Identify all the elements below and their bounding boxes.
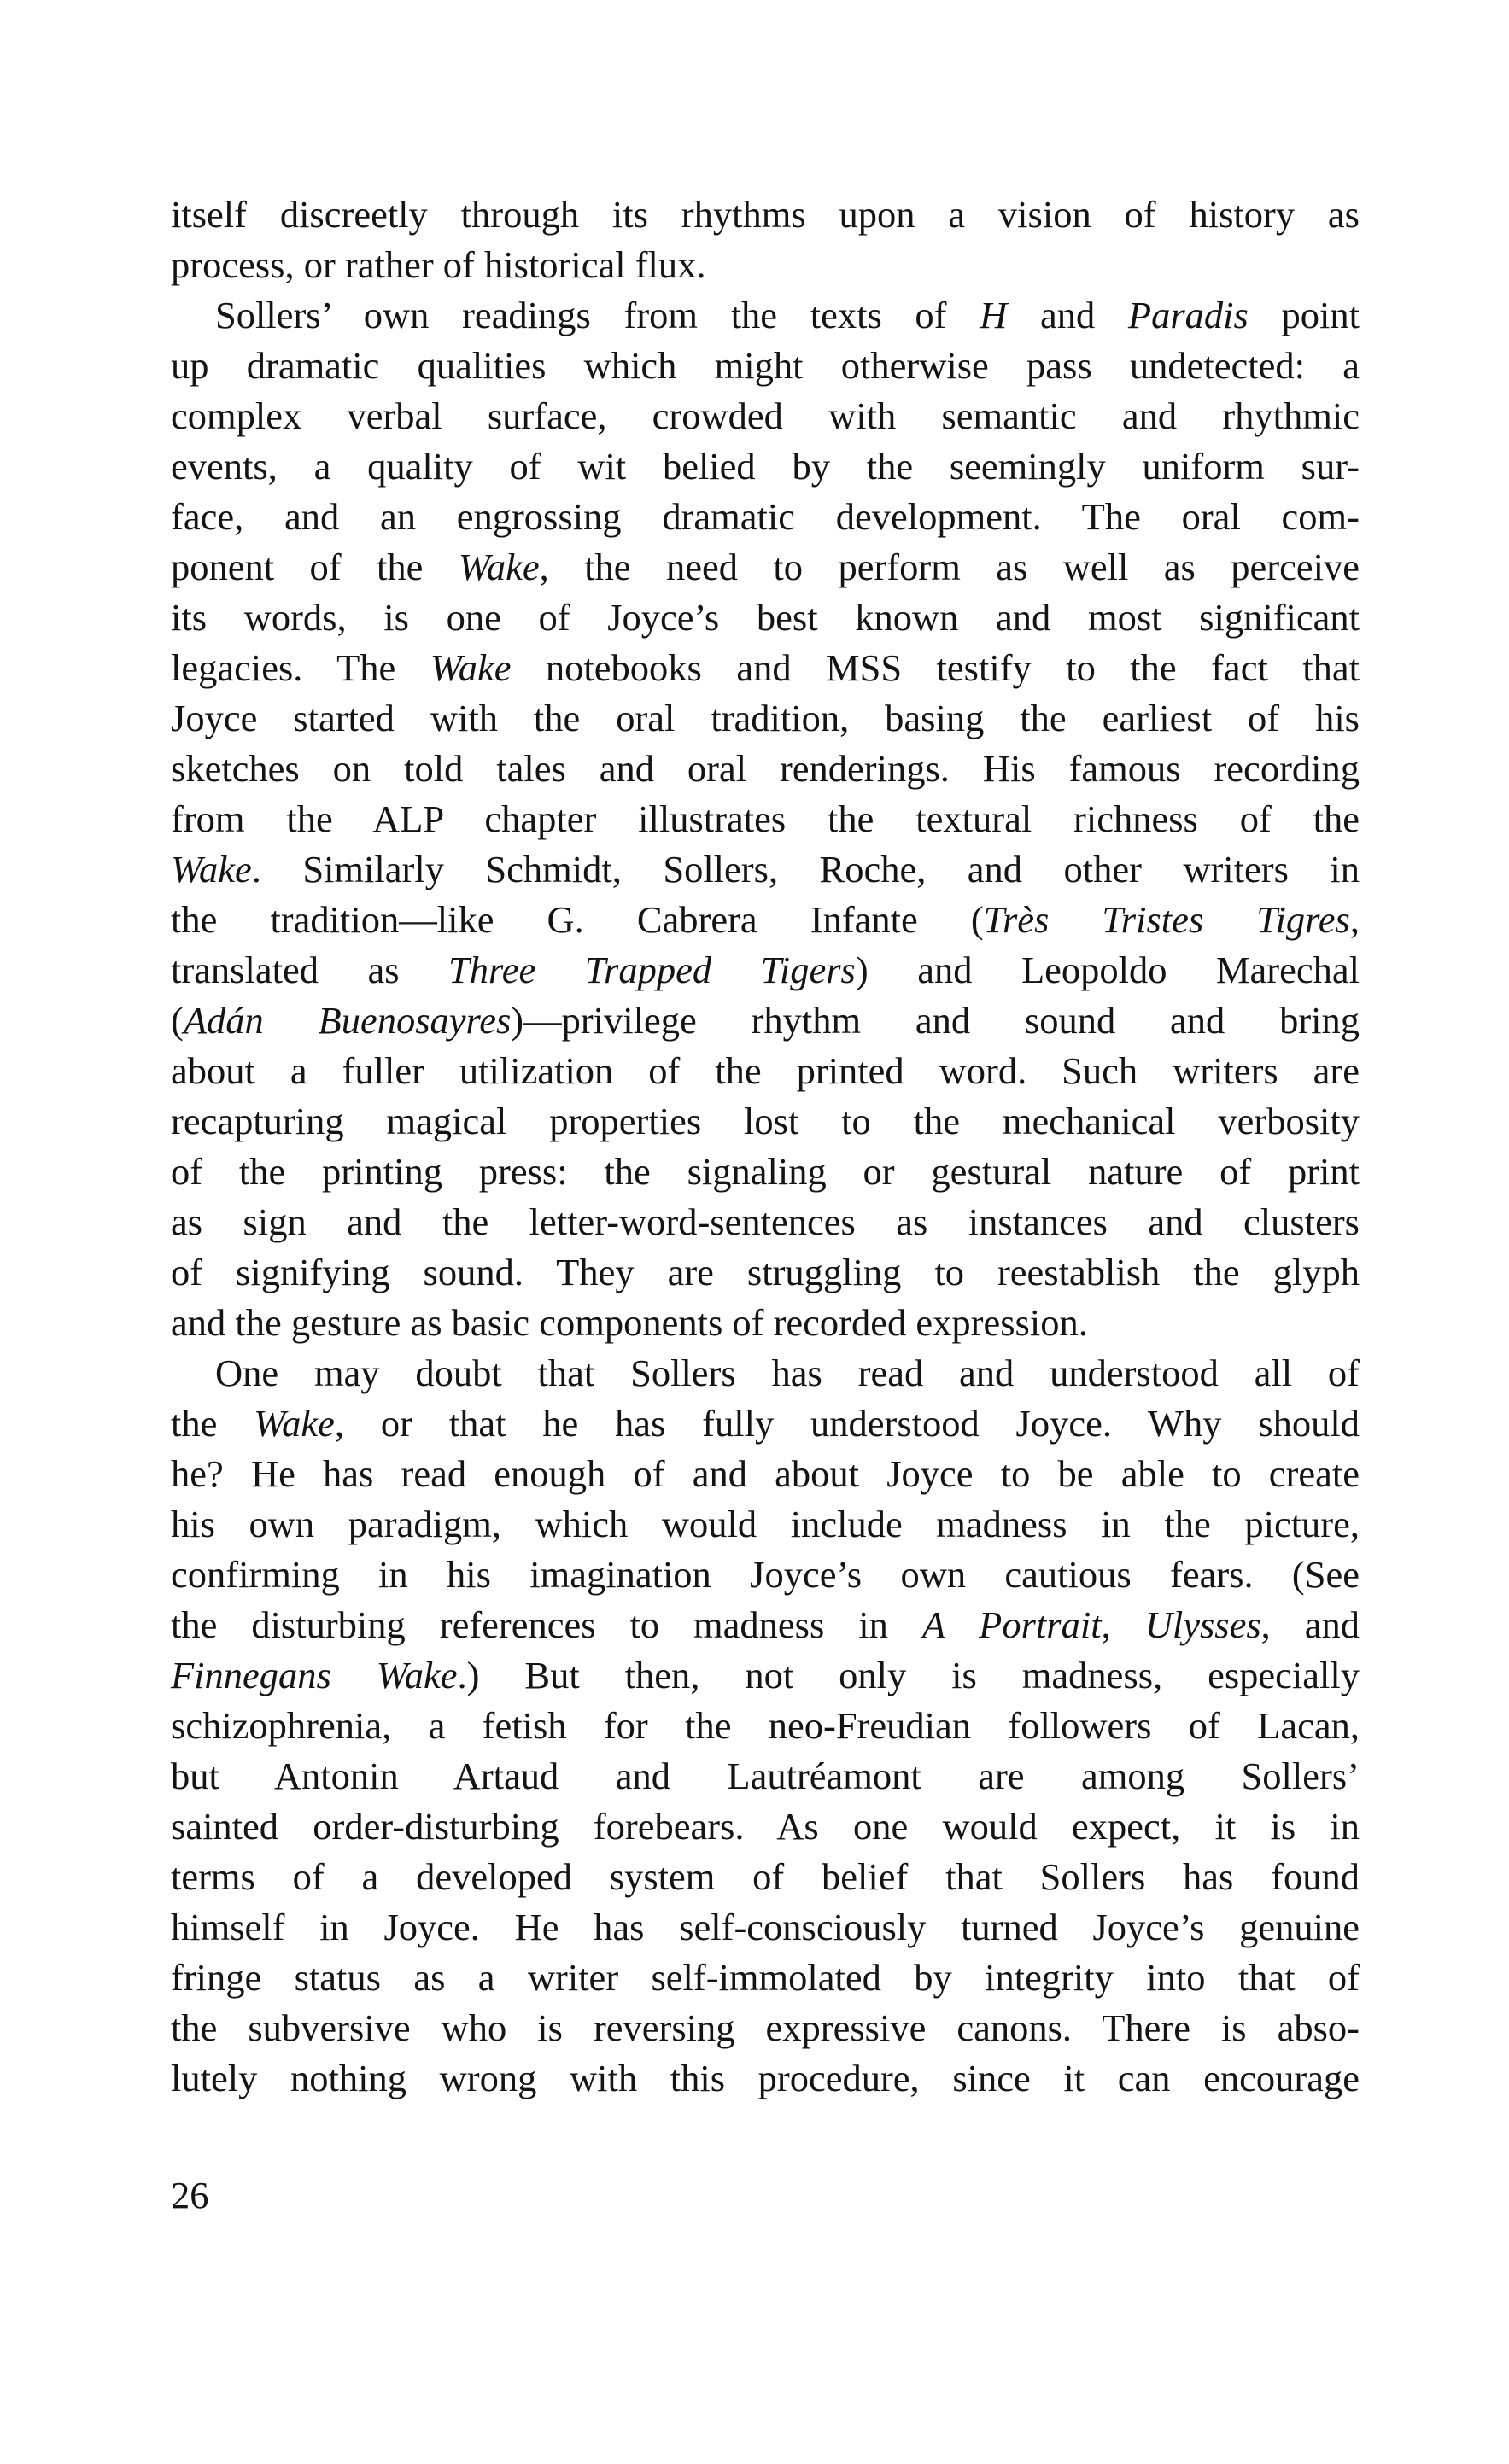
text-run: face, and an engrossing dramatic development. The oral com- — [171, 495, 1360, 538]
text-run: , and — [1260, 1603, 1360, 1646]
text-line — [171, 693, 1360, 744]
text-line — [171, 492, 1360, 542]
text-line — [171, 1348, 1360, 1398]
body-text — [171, 190, 1360, 2104]
text-run: process, or rather of historical flux. — [171, 243, 706, 286]
text-line — [171, 1147, 1360, 1197]
italic-text: Finnegans Wake — [171, 1654, 458, 1696]
text-run: complex verbal surface, crowded with semantic and rhythmic — [171, 394, 1360, 437]
text-run: and the gesture as basic components of recorded expression. — [171, 1301, 1088, 1344]
text-run: recapturing magical properties lost to the mechanical verbosity — [171, 1100, 1360, 1142]
text-run: point — [1248, 294, 1360, 336]
text-run: but Antonin Artaud and Lautréamont are among Sollers’ — [171, 1755, 1360, 1797]
text-line — [171, 1701, 1360, 1751]
text-run: Joyce started with the oral tradition, basing the earliest of his — [171, 697, 1360, 739]
text-run: events, a quality of wit belied by the seemingly uniform sur- — [171, 445, 1360, 488]
text-run: legacies. The — [171, 646, 430, 689]
text-run: up dramatic qualities which might otherwise pass undetected: a — [171, 344, 1360, 387]
italic-text: Adán Buenosayres — [183, 999, 512, 1042]
text-line — [171, 794, 1360, 844]
text-run: from the ALP chapter illustrates the textural richness of the — [171, 797, 1360, 840]
text-line — [171, 996, 1360, 1046]
text-run: of signifying sound. They are struggling to reestablish the glyph — [171, 1251, 1360, 1293]
text-line — [171, 1801, 1360, 1852]
text-run: terms of a developed system of belief that Sollers has found — [171, 1855, 1360, 1898]
italic-text: Ulysses — [1144, 1603, 1261, 1646]
text-run: himself in Joyce. He has self-consciously turned Joyce’s genuine — [171, 1906, 1360, 1948]
text-run: sainted order-disturbing forebears. As one would expect, it is in — [171, 1805, 1360, 1848]
text-run: lutely nothing wrong with this procedure, since it can encourage — [171, 2057, 1360, 2099]
text-line — [171, 1600, 1360, 1650]
text-line — [171, 341, 1360, 391]
text-run: the tradition—like G. Cabrera Infante ( — [171, 898, 984, 941]
text-run: sketches on told tales and oral renderings. His famous recording — [171, 747, 1360, 790]
text-run: its words, is one of Joyce’s best known and most significant — [171, 596, 1360, 639]
text-line — [171, 1650, 1360, 1701]
text-run: translated as — [171, 949, 449, 991]
text-line — [171, 542, 1360, 593]
text-run: the — [171, 1402, 254, 1445]
text-run: the disturbing references to madness in — [171, 1603, 922, 1646]
italic-text: Wake — [458, 546, 540, 588]
page-number: 26 — [171, 2174, 209, 2216]
text-run: confirming in his imagination Joyce’s own cautious fears. (See — [171, 1553, 1360, 1596]
text-line — [171, 1751, 1360, 1801]
text-line — [171, 1953, 1360, 2003]
italic-text: Wake — [171, 848, 252, 890]
text-line — [171, 1499, 1360, 1550]
text-line — [171, 2053, 1360, 2104]
text-run: and — [1007, 294, 1128, 336]
text-run: he? He has read enough of and about Joyce to be able to create — [171, 1452, 1360, 1495]
text-line — [171, 744, 1360, 794]
text-run: , — [1349, 898, 1360, 941]
italic-text: A Portrait — [921, 1603, 1102, 1646]
text-run: ) and Leopoldo Marechal — [855, 949, 1360, 991]
text-line — [171, 1096, 1360, 1147]
italic-text: Wake — [254, 1402, 335, 1445]
italic-text: Paradis — [1127, 294, 1249, 336]
text-line — [171, 1550, 1360, 1600]
text-line — [171, 240, 1360, 290]
text-run: Sollers’ own readings from the texts of — [215, 294, 980, 336]
text-run: of the printing press: the signaling or gestural nature of print — [171, 1150, 1360, 1193]
text-line — [171, 643, 1360, 693]
italic-text: Three Trapped Tigers — [448, 949, 856, 991]
text-run: )—privilege rhythm and sound and bring — [511, 999, 1360, 1042]
text-line — [171, 190, 1360, 240]
text-run: schizophrenia, a fetish for the neo-Freudian followers of Lacan, — [171, 1704, 1360, 1747]
italic-text: H — [980, 294, 1008, 336]
italic-text: Wake — [430, 646, 512, 689]
text-run: .) But then, not only is madness, especially — [457, 1654, 1360, 1696]
text-line — [171, 2003, 1360, 2053]
text-line — [171, 1247, 1360, 1298]
text-run: , — [1101, 1603, 1145, 1646]
text-line — [171, 1046, 1360, 1096]
text-line — [171, 1398, 1360, 1449]
text-run: , or that he has fully understood Joyce. Why should — [334, 1402, 1360, 1445]
text-run: about a fuller utilization of the printed word. Such writers are — [171, 1049, 1360, 1092]
text-line — [171, 1852, 1360, 1902]
text-run: fringe status as a writer self-immolated by integrity into that of — [171, 1956, 1360, 1999]
text-line — [171, 1298, 1360, 1348]
text-run: his own paradigm, which would include madness in the picture, — [171, 1503, 1360, 1545]
italic-text: Très Tristes Tigres — [983, 898, 1350, 941]
text-run: One may doubt that Sollers has read and understood all of — [215, 1352, 1360, 1394]
text-line — [171, 1197, 1360, 1247]
text-line — [171, 290, 1360, 341]
text-run: the subversive who is reversing expressive canons. There is abso- — [171, 2006, 1360, 2049]
text-line — [171, 441, 1360, 492]
text-line — [171, 945, 1360, 996]
text-line — [171, 895, 1360, 945]
text-line — [171, 1902, 1360, 1953]
text-run: ponent of the — [171, 546, 459, 588]
text-line — [171, 391, 1360, 441]
text-line — [171, 1449, 1360, 1499]
text-run: ( — [171, 999, 184, 1042]
text-run: notebooks and MSS testify to the fact that — [511, 646, 1360, 689]
text-run: itself discreetly through its rhythms upon a vision of history as — [171, 193, 1360, 236]
text-line — [171, 593, 1360, 643]
text-run: as sign and the letter-word-sentences as instances and clusters — [171, 1200, 1360, 1243]
text-run: . Similarly Schmidt, Sollers, Roche, and other writers in — [251, 848, 1360, 890]
text-run: , the need to perform as well as perceive — [539, 546, 1360, 588]
text-line — [171, 844, 1360, 895]
